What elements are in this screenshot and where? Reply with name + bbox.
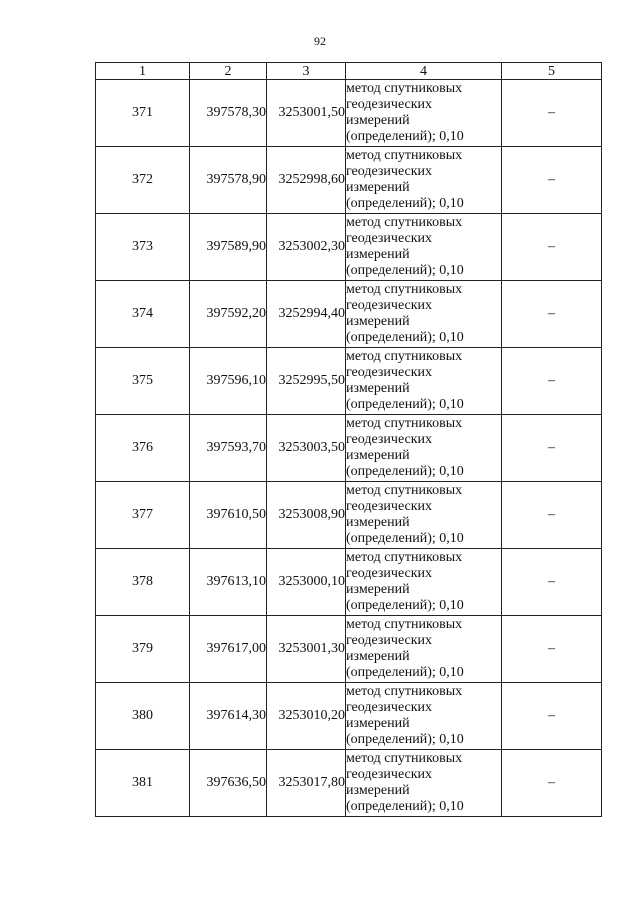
note-cell: –	[502, 348, 602, 415]
table-row	[96, 281, 602, 348]
note-cell: –	[502, 750, 602, 817]
y-coordinate-cell: 3253003,50	[267, 415, 346, 482]
method-cell	[346, 281, 502, 348]
method-cell	[346, 147, 502, 214]
method-line: геодезических	[346, 432, 433, 447]
method-line: геодезических	[346, 164, 433, 179]
method-line: измерений	[346, 180, 410, 195]
x-coordinate-cell: 397596,10	[190, 348, 267, 415]
x-coordinate-cell: 397593,70	[190, 415, 267, 482]
method-line: (определений); 0,10	[346, 732, 464, 747]
method-line: метод спутниковых	[346, 148, 463, 163]
x-coordinate-cell: 397614,30	[190, 683, 267, 750]
method-cell	[346, 80, 502, 147]
page-number: 92	[314, 34, 326, 48]
table-row	[96, 549, 602, 616]
method-line: геодезических	[346, 633, 433, 648]
table-header-row	[96, 63, 602, 80]
x-coordinate-cell: 397613,10	[190, 549, 267, 616]
x-coordinate-cell: 397610,50	[190, 482, 267, 549]
method-line: метод спутниковых	[346, 550, 463, 565]
method-line: метод спутниковых	[346, 617, 463, 632]
method-line: (определений); 0,10	[346, 531, 464, 546]
method-line: метод спутниковых	[346, 416, 463, 431]
note-cell: –	[502, 415, 602, 482]
method-line: измерений	[346, 448, 410, 463]
method-line: метод спутниковых	[346, 282, 463, 297]
y-coordinate-cell: 3252998,60	[267, 147, 346, 214]
y-coordinate-cell: 3252995,50	[267, 348, 346, 415]
method-line: измерений	[346, 247, 410, 262]
method-line: измерений	[346, 783, 410, 798]
method-line: геодезических	[346, 767, 433, 782]
y-coordinate-cell: 3253008,90	[267, 482, 346, 549]
point-number-cell: 373	[96, 214, 190, 281]
method-line: метод спутниковых	[346, 215, 463, 230]
table-body	[96, 80, 602, 817]
coordinates-table	[95, 62, 602, 817]
point-number-cell: 378	[96, 549, 190, 616]
point-number-cell: 381	[96, 750, 190, 817]
header-col-4: 4	[346, 63, 502, 80]
method-line: измерений	[346, 716, 410, 731]
x-coordinate-cell: 397592,20	[190, 281, 267, 348]
table-row	[96, 80, 602, 147]
point-number-cell: 375	[96, 348, 190, 415]
point-number-cell: 377	[96, 482, 190, 549]
method-line: (определений); 0,10	[346, 330, 464, 345]
method-cell	[346, 415, 502, 482]
method-line: измерений	[346, 381, 410, 396]
method-line: (определений); 0,10	[346, 263, 464, 278]
x-coordinate-cell: 397578,30	[190, 80, 267, 147]
x-coordinate-cell: 397578,90	[190, 147, 267, 214]
point-number-cell: 372	[96, 147, 190, 214]
y-coordinate-cell: 3253010,20	[267, 683, 346, 750]
method-cell	[346, 549, 502, 616]
point-number-cell: 379	[96, 616, 190, 683]
method-cell	[346, 348, 502, 415]
note-cell: –	[502, 616, 602, 683]
y-coordinate-cell: 3253000,10	[267, 549, 346, 616]
method-line: метод спутниковых	[346, 751, 463, 766]
method-line: (определений); 0,10	[346, 665, 464, 680]
point-number-cell: 376	[96, 415, 190, 482]
note-cell: –	[502, 214, 602, 281]
table-row	[96, 214, 602, 281]
x-coordinate-cell: 397589,90	[190, 214, 267, 281]
method-line: (определений); 0,10	[346, 598, 464, 613]
table-row	[96, 348, 602, 415]
table-row	[96, 616, 602, 683]
method-cell	[346, 214, 502, 281]
table-row	[96, 415, 602, 482]
table-row	[96, 750, 602, 817]
header-col-5: 5	[502, 63, 602, 80]
method-line: измерений	[346, 582, 410, 597]
method-line: геодезических	[346, 298, 433, 313]
y-coordinate-cell: 3253001,30	[267, 616, 346, 683]
method-line: (определений); 0,10	[346, 397, 464, 412]
header-col-2: 2	[190, 63, 267, 80]
table-row	[96, 683, 602, 750]
method-line: (определений); 0,10	[346, 799, 464, 814]
method-line: геодезических	[346, 499, 433, 514]
method-line: метод спутниковых	[346, 349, 463, 364]
x-coordinate-cell: 397617,00	[190, 616, 267, 683]
x-coordinate-cell: 397636,50	[190, 750, 267, 817]
note-cell: –	[502, 281, 602, 348]
table-row	[96, 482, 602, 549]
method-line: геодезических	[346, 566, 433, 581]
note-cell: –	[502, 549, 602, 616]
method-line: измерений	[346, 113, 410, 128]
method-cell	[346, 683, 502, 750]
method-cell	[346, 750, 502, 817]
method-line: (определений); 0,10	[346, 129, 464, 144]
method-cell	[346, 482, 502, 549]
note-cell: –	[502, 482, 602, 549]
point-number-cell: 380	[96, 683, 190, 750]
method-line: геодезических	[346, 365, 433, 380]
y-coordinate-cell: 3252994,40	[267, 281, 346, 348]
method-line: измерений	[346, 515, 410, 530]
y-coordinate-cell: 3253001,50	[267, 80, 346, 147]
method-line: геодезических	[346, 97, 433, 112]
point-number-cell: 374	[96, 281, 190, 348]
method-line: геодезических	[346, 231, 433, 246]
method-line: (определений); 0,10	[346, 196, 464, 211]
header-col-3: 3	[267, 63, 346, 80]
method-line: (определений); 0,10	[346, 464, 464, 479]
y-coordinate-cell: 3253002,30	[267, 214, 346, 281]
method-line: метод спутниковых	[346, 483, 463, 498]
note-cell: –	[502, 683, 602, 750]
note-cell: –	[502, 80, 602, 147]
method-line: метод спутниковых	[346, 81, 463, 96]
y-coordinate-cell: 3253017,80	[267, 750, 346, 817]
point-number-cell: 371	[96, 80, 190, 147]
method-line: измерений	[346, 314, 410, 329]
method-line: метод спутниковых	[346, 684, 463, 699]
method-line: измерений	[346, 649, 410, 664]
method-line: геодезических	[346, 700, 433, 715]
header-col-1: 1	[96, 63, 190, 80]
note-cell: –	[502, 147, 602, 214]
method-cell	[346, 616, 502, 683]
table-row	[96, 147, 602, 214]
